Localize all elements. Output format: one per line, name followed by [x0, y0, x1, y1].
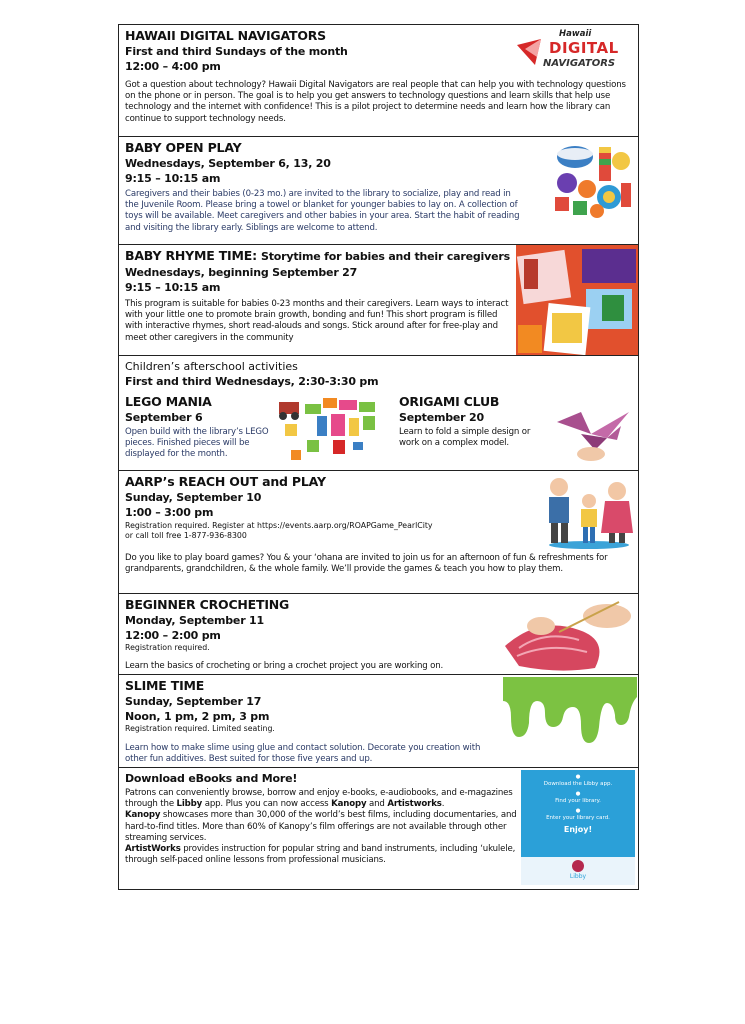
afterschool-title: Children’s afterschool activities: [125, 360, 298, 373]
rhyme-time: 9:15 – 10:15 am: [125, 281, 221, 294]
crochet-body: Learn the basics of crocheting or bring a crochet project you are working on.: [125, 661, 444, 671]
section-crocheting: [119, 594, 638, 675]
lego-image: [277, 396, 395, 466]
picture-books-image: [516, 245, 638, 356]
crochet-time: 12:00 – 2:00 pm: [125, 629, 221, 642]
lego-date: September 6: [125, 411, 203, 424]
lego-block: [125, 394, 275, 461]
libby-brand-bar: [521, 857, 635, 885]
baby-play-body: Caregivers and their babies (0-23 mo.) are invited to the library to socialize, play and read in the Juvenile Room. Please bring a towel or blanket for younger babies to lay on. A collection of toys will be available. Meet caregivers and other babies in your area. Start the habit of reading and visiting the library early. Siblings are welcome to attend.: [125, 189, 520, 233]
ebooks-p3-artistworks: ArtistWorks: [125, 844, 181, 855]
aarp-phone: or call toll free 1-877-936-8300: [125, 531, 247, 540]
section-aarp: [119, 471, 638, 594]
libby-step-3: Enter your library card.: [546, 815, 610, 821]
baby-toys-image: [551, 141, 633, 221]
origami-crane-image: [551, 404, 633, 464]
aarp-time: 1:00 – 3:00 pm: [125, 506, 214, 519]
logo-hawaii-text: Hawaii: [559, 29, 592, 39]
ebooks-p1-text-b: app. Plus you can now access: [202, 799, 332, 810]
section-afterschool: [119, 356, 638, 471]
crochet-date: Monday, September 11: [125, 614, 264, 627]
ebooks-paragraph-1: [125, 788, 517, 810]
logo-digital-text: DIGITAL: [549, 39, 619, 57]
slime-registration: Registration required. Limited seating.: [125, 724, 275, 733]
rhyme-body: This program is suitable for babies 0-23 months and their caregivers. Learn ways to interact with your little one to promote brain growth, bonding and fun! This short program is filled with interactive rhymes, short read-alouds and songs. Stick around after for free-play and meet other caregivers in the community: [125, 299, 509, 343]
libby-enjoy: Enjoy!: [563, 825, 593, 834]
ebooks-p1-libby: Libby: [176, 799, 203, 810]
section-baby-open-play: [119, 137, 638, 245]
libby-step-1-marker: ●: [575, 774, 581, 780]
navigators-body: Got a question about technology? Hawaii Digital Navigators are real people that can help you with technology questions on the phone or in person. The goal is to help you get answers to technology questions and learn skills that help use technology and the internet with confidence! This is a pilot project to determine needs and learn how the library can continue to support technology needs.: [125, 80, 626, 124]
aarp-registration: Registration required. Register at https://events.aarp.org/ROAPGame_PearlCity: [125, 521, 433, 530]
ebooks-p1-text-c: and: [366, 799, 388, 810]
ebooks-title: Download eBooks and More!: [125, 772, 298, 785]
crochet-image: [499, 596, 635, 674]
section-ebooks: [119, 768, 638, 889]
libby-step-1: Download the Libby app.: [543, 781, 613, 787]
crochet-title: BEGINNER CROCHETING: [125, 597, 290, 612]
lego-body: Open build with the library’s LEGO pieces. Finished pieces will be displayed for the month.: [125, 427, 269, 460]
crochet-registration: Registration required.: [125, 643, 210, 652]
ebooks-p2-text: showcases more than 30,000 of the world’s best films, including documentaries, and hard-to-find titles. More than 60% of Kanopy’s film offerings are not available through other streaming services.: [125, 810, 517, 843]
ebooks-paragraph-2: [125, 810, 517, 844]
ebooks-paragraph-3: [125, 844, 517, 866]
ebooks-p3-text: provides instruction for popular string and band instruments, including ‘ukulele, through self-paced online lessons from professional musicians.: [125, 844, 516, 866]
origami-block: [399, 394, 549, 449]
ebooks-p1-artistworks: Artistworks: [387, 799, 442, 810]
ebooks-p1-text-a: Patrons can conveniently browse, borrow and enjoy e-books, e-audiobooks, and e-magazines through the: [125, 788, 513, 810]
libby-logo-icon: [572, 860, 584, 872]
aarp-date: Sunday, September 10: [125, 491, 262, 504]
digital-navigators-logo: [515, 29, 633, 75]
afterschool-schedule: First and third Wednesdays, 2:30-3:30 pm: [125, 375, 379, 388]
libby-brand: Libby: [569, 873, 587, 880]
section-baby-rhyme-time: [119, 245, 638, 356]
rhyme-subtitle: Storytime for babies and their caregivers: [261, 250, 510, 263]
navigators-schedule: First and third Sundays of the month: [125, 45, 348, 58]
section-digital-navigators: [119, 25, 638, 137]
flyer-frame: [118, 24, 639, 890]
ebooks-p1-text-d: .: [441, 799, 445, 810]
rhyme-title: BABY RHYME TIME:: [125, 248, 257, 263]
rhyme-title-line: [125, 248, 520, 265]
baby-play-title: BABY OPEN PLAY: [125, 140, 242, 155]
origami-date: September 20: [399, 411, 484, 424]
family-image: [543, 473, 635, 551]
libby-app-graphic: [521, 770, 635, 885]
slime-date: Sunday, September 17: [125, 695, 262, 708]
libby-step-2-marker: ●: [575, 791, 581, 797]
slime-drip-image: [503, 677, 637, 757]
section-slime-time: [119, 675, 638, 768]
origami-title: ORIGAMI CLUB: [399, 394, 500, 409]
navigators-time: 12:00 – 4:00 pm: [125, 60, 221, 73]
origami-body: Learn to fold a simple design or work on a complex model.: [399, 427, 531, 449]
slime-title: SLIME TIME: [125, 678, 205, 693]
logo-navigators-text: NAVIGATORS: [543, 58, 616, 69]
libby-step-3-marker: ●: [575, 808, 581, 814]
lego-title: LEGO MANIA: [125, 394, 212, 409]
slime-time: Noon, 1 pm, 2 pm, 3 pm: [125, 710, 270, 723]
aarp-title: AARP’s REACH OUT and PLAY: [125, 474, 326, 489]
ebooks-p2-kanopy: Kanopy: [125, 810, 161, 821]
libby-step-2: Find your library.: [555, 798, 601, 804]
aarp-body: Do you like to play board games? You & your ‘ohana are invited to join us for an afternoon of fun & refreshments for grandparents, grandchildren, & the whole family. We’ll provide the games & teach you how to play them.: [125, 553, 608, 575]
slime-body: Learn how to make slime using glue and contact solution. Decorate you creation with other fun additives. Best suited for those five years and up.: [125, 743, 481, 765]
navigators-title: HAWAII DIGITAL NAVIGATORS: [125, 28, 326, 43]
rhyme-dates: Wednesdays, beginning September 27: [125, 266, 358, 279]
ebooks-p1-kanopy: Kanopy: [331, 799, 367, 810]
baby-play-time: 9:15 – 10:15 am: [125, 172, 221, 185]
baby-play-dates: Wednesdays, September 6, 13, 20: [125, 157, 331, 170]
